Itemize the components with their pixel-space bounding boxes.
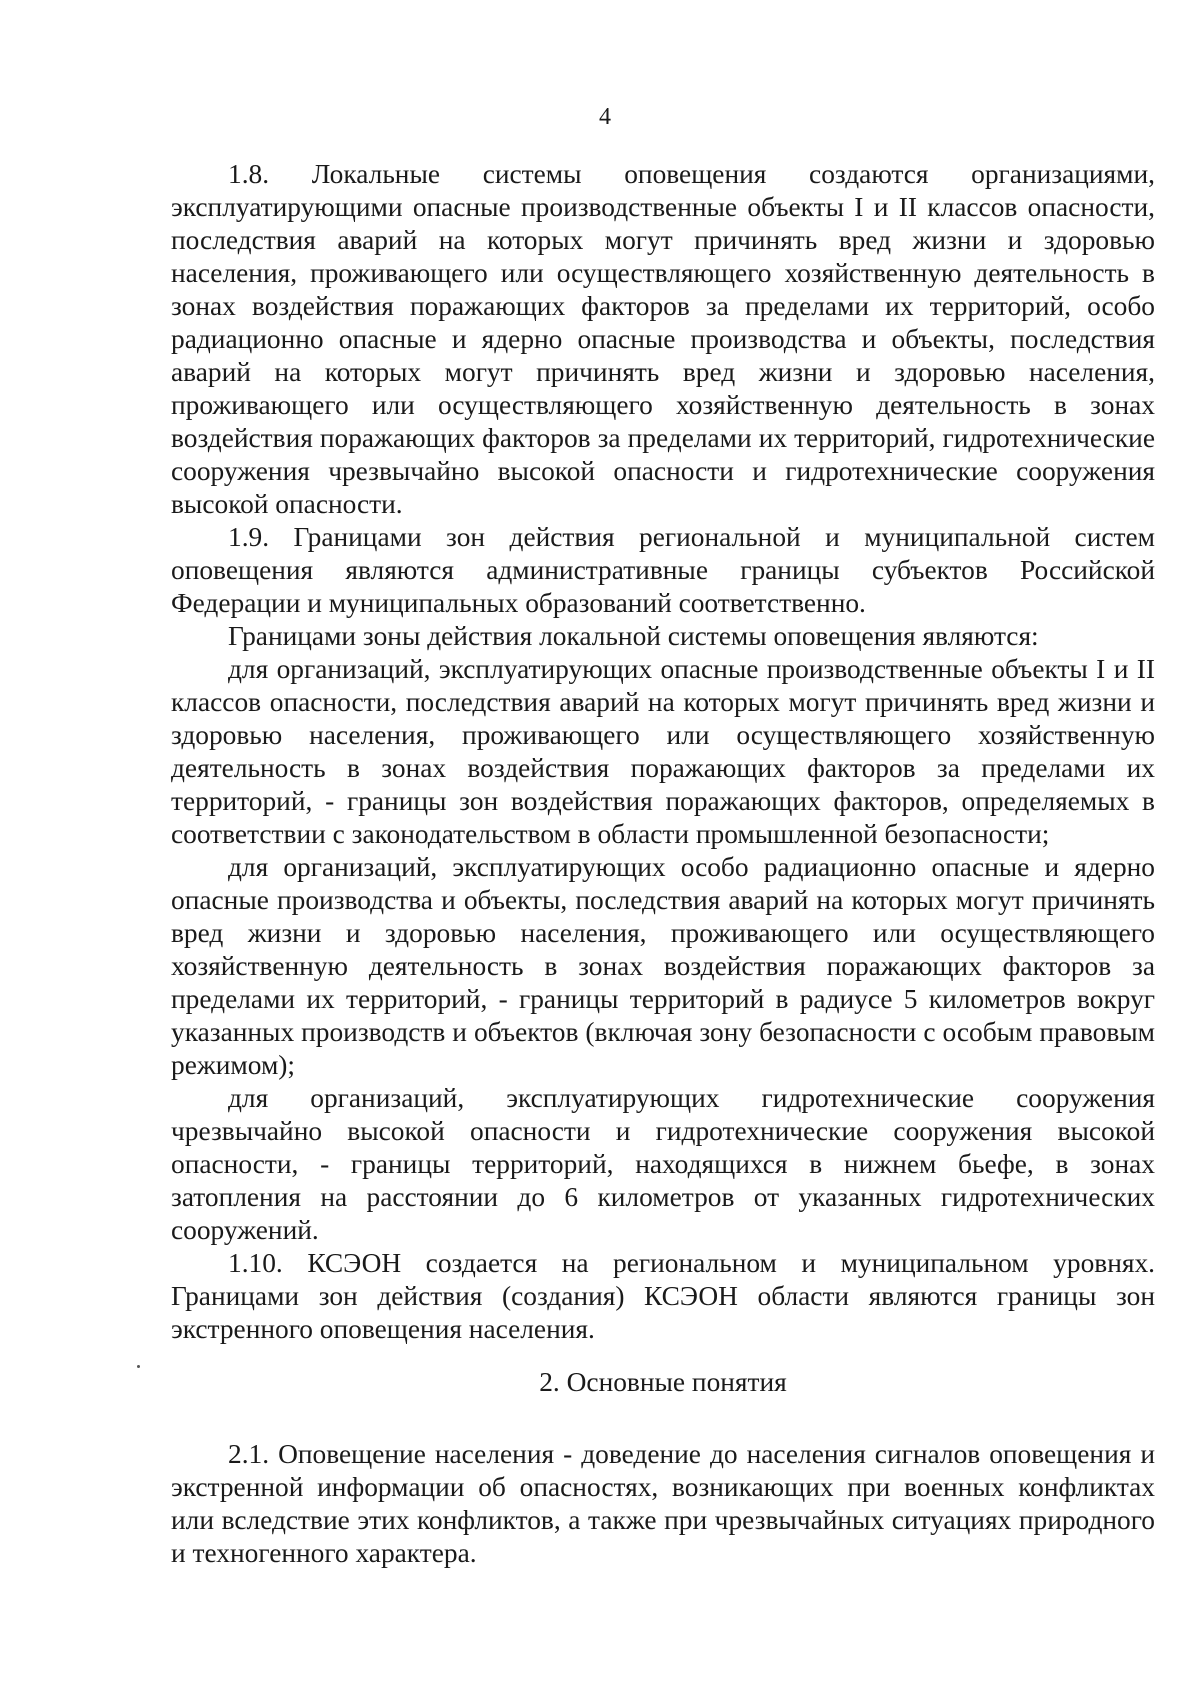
paragraph-local-zone-intro: Границами зоны действия локальной системы оповещения являются: — [228, 621, 1039, 651]
section-heading: 2. Основные понятия — [539, 1367, 787, 1397]
paragraph-hazardous-facilities: для организаций, эксплуатирующих опасные производственные объекты I и II классов опасности, последствия аварий на которых могут причинять вред жизни и здоровью населения, проживающего или осуществляющего хозяйственную деятельность в зонах воздействия поражающих факторов за пределами их территорий, - границы зон воздействия поражающих факторов, определяемых в соответствии с законодательством в области промышленной безопасности; — [171, 654, 1155, 849]
page-number: 4 — [599, 104, 611, 130]
paragraph-1-10: 1.10. КСЭОН создается на региональном и муниципальном уровнях. Границами зон действия (создания) КСЭОН области являются границы зон экстренного оповещения населения. — [171, 1248, 1155, 1344]
paragraph-hydrotechnical: для организаций, эксплуатирующих гидротехнические сооружения чрезвычайно высокой опасности и гидротехнические сооружения высокой опасности, - границы территорий, находящихся в нижнем бьефе, в зонах затопления на расстоянии до 6 километров от указанных гидротехнических сооружений. — [171, 1083, 1155, 1245]
paragraph-2-1: 2.1. Оповещение населения - доведение до населения сигналов оповещения и экстренной информации об опасностях, возникающих при военных конфликтах или вследствие этих конфликтов, а также при чрезвычайных ситуациях природного и техногенного характера. — [171, 1439, 1155, 1568]
paragraph-1-8: 1.8. Локальные системы оповещения создаются организациями, эксплуатирующими опасные производственные объекты I и II классов опасности, последствия аварий на которых могут причинять вред жизни и здоровью населения, проживающего или осуществляющего хозяйственную деятельность в зонах воздействия поражающих факторов за пределами их территорий, особо радиационно опасные и ядерно опасные производства и объекты, последствия аварий на которых могут причинять вред жизни и здоровью населения, проживающего или осуществляющего хозяйственную деятельность в зонах воздействия поражающих факторов за пределами их территорий, гидротехнические сооружения чрезвычайно высокой опасности и гидротехнические сооружения высокой опасности. — [171, 159, 1155, 519]
paragraph-nuclear-facilities: для организаций, эксплуатирующих особо радиационно опасные и ядерно опасные производства и объекты, последствия аварий на которых могут причинять вред жизни и здоровью населения, проживающего или осуществляющего хозяйственную деятельность в зонах воздействия поражающих факторов за пределами их территорий, - границы территорий в радиусе 5 километров вокруг указанных производств и объектов (включая зону безопасности с особым правовым режимом); — [171, 852, 1155, 1080]
scan-artifact-dot — [137, 1365, 140, 1368]
document-body — [171, 158, 1155, 1570]
paragraph-1-9: 1.9. Границами зон действия региональной и муниципальной систем оповещения являются административные границы субъектов Российской Федерации и муниципальных образований соответственно. — [171, 522, 1155, 618]
